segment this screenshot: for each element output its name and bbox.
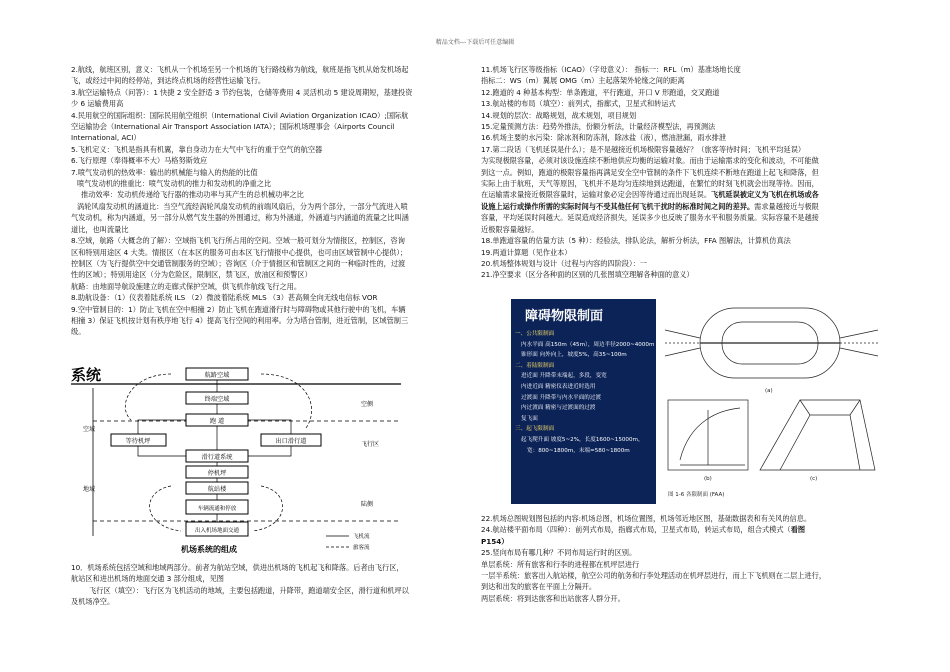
label-landside: 陆侧 [361, 501, 374, 508]
box-label: 停机坪 [207, 470, 227, 477]
bold-span: 看图 [790, 525, 806, 535]
box-label: 车辆流通和停放 [197, 506, 237, 512]
slide-item: 进近面 升降带末端起，多段，变宽 [521, 373, 607, 380]
text-line: 11.机场飞行区等级指标（ICAO）（字母意义）： 指标一：RFL（m）基准场地长度 [481, 65, 741, 74]
text-line: 9.空中管制目的：1）防止飞机在空中相撞 2）防止飞机在跑道滑行时与障碍物或其他行驶中的飞机，车辆 [71, 304, 406, 314]
text-line: 15.定量预测方法：趋势外推法，份额分析法，计量经济模型法，再预测法 [481, 122, 716, 132]
connector [138, 446, 186, 456]
text-line: 空运输协会（International Air Transport Association IATA）；国际机场理事会（Airports Council [71, 122, 395, 132]
text-line: 近极限容量越好。 [481, 224, 539, 234]
flow-curve [150, 486, 181, 531]
surface-3d-inner [780, 415, 860, 470]
text-line: 20.机场整体规划与设计（过程与内容的四阶段）：一 [481, 258, 647, 268]
fig-label-a: (a) [765, 388, 773, 394]
text-line [481, 212, 881, 223]
text-line: 推动效率：发动机传递给飞行器的推动功率与其产生的总机械功率之比 [81, 190, 304, 200]
right-bottom-column [481, 513, 881, 604]
text-line: 区和特别用途区 4 大类。情报区（在本区的服务可由本区飞行情报中心提供，也可由区域管制中心提供）； [71, 247, 408, 257]
slide-item: 起飞爬升面 坡度5~2%，长度1600~15000m， [521, 436, 644, 443]
text-line: 及机场净空。 [71, 597, 115, 607]
box-label: 出入机场地面交通 [194, 528, 240, 534]
obstacle-surfaces-slide [511, 299, 656, 504]
text-line [481, 201, 881, 212]
text-line: 控制区（为飞行提供空中交通管制服务的空域）；咨询区（介于情报区和管制区之间的一种临时性的，过渡 [71, 258, 406, 268]
text-line: 单层系统：所有旅客和行李的进程都在机坪层进行 [481, 559, 640, 569]
slide-section: 三、起飞限制面 [515, 426, 555, 433]
text-line: 13.航站楼的布局（填空）：前列式，指廊式，卫星式和转运式 [481, 99, 676, 109]
text-line [481, 536, 881, 547]
left-bottom-column [71, 562, 471, 608]
text-line: 14.规划的层次：战略规划，战术规划，项目规划 [481, 110, 637, 120]
text-line: 性的区域）；特别用途区（分为危险区，限制区，禁飞区，放油区和预警区） [71, 270, 312, 280]
page-header: 精品文档---下载后可任意编辑 [435, 39, 515, 46]
text-line: 航路：由地面导航设施建立的走廊式保护空域，供飞机作航线飞行之用。 [71, 281, 302, 291]
text-line: 16.机场主要的水污染：除冰剂和防冻剂，除冰盐（液），燃油泄漏，雨水排泄 [481, 133, 727, 143]
bold-span: 设施上运行或操作所需的实际时间与不受其他任何飞机干扰时的标准时间之间的差异。 [481, 201, 755, 211]
fig-label-c: (c) [810, 476, 818, 482]
text-line [481, 524, 881, 535]
text-line: 相撞 3）保证飞机按计划有秩序地飞行 4）提高飞行空间的利用率。分为塔台管制，进近管制，区域管制三 [71, 315, 409, 325]
text-line: 25.竖向布局有哪几种？不同布局运行时的区别。 [481, 548, 637, 558]
box-label: 等待机坪 [125, 438, 151, 445]
label-airside: 空侧 [361, 401, 374, 408]
limitation-surfaces-plan [660, 300, 882, 508]
text-span: 平均延误时间越大。延误造成经济损失，延误多少也反映了服务水平和服务质量。实际容量不是越接 [502, 213, 819, 223]
text-line [481, 189, 881, 200]
text-line: 气发动机，称为内涵道，另一部分从燃气发生器的外围通过，称为外涵道，外涵道与内涵道的流量之比叫涵 [71, 213, 409, 223]
text-line: 5.飞机定义：飞机是指具有机翼，靠自身动力在大气中飞行的重于空气的航空器 [71, 144, 323, 154]
text-line: 为实现极限容量，必须对该设施连续不断地供应均衡的运输对象。而由于运输需求的变化和波动，不可能做 [481, 156, 819, 166]
fig-caption: 图 1-6 各限制面 (FAA) [668, 492, 725, 498]
text-line: 3.航空运输特点（问答）：1 快捷 2 安全舒适 3 节约包装，仓储等费用 4 灵活机动 5 建设周期短，基建投资 [71, 87, 413, 97]
text-line: 道比，也叫流量比 [71, 224, 129, 234]
text-line: 航站区和进出机场的地面交通 3 部分组成，见图 [71, 574, 224, 584]
text-line: 21.净空要求（区分各种面的区别的几张图填空理解各种面的意义） [481, 270, 694, 280]
text-line: 22.机场总图规划图包括的内容:机场总图，机场位置图，机场邻近地区图，基础数据表和有关风的信息。 [481, 514, 812, 523]
slide-section: 一、公共限制面 [515, 331, 555, 337]
slide-item: 内进近面 精密仪表进近时选用 [521, 383, 596, 390]
text-line: 少 6 运输费用高 [71, 99, 124, 109]
label-ground: 地域 [83, 486, 96, 493]
right-column [481, 64, 881, 281]
legend-aircraft-flow: 飞机流 [353, 534, 370, 540]
section-axes [680, 410, 745, 465]
text-line: 8.空域，航路（大概念的了解）：空域指飞机飞行所占用的空间。空域一般可划分为情报区，控制区，咨询 [71, 236, 405, 246]
box-label: 滑行道系统 [201, 454, 233, 461]
text-line: 10．机场系统包括空域和地域两部分。前者为航站空域，供进出机场的飞机起飞和降落。后者由飞行区， [71, 563, 404, 572]
text-line: 6.飞行原理（奉得概率不大）马格努斯效应 [71, 156, 208, 166]
text-line: 实际上由于航班，天气等原因，飞机并不是均匀连续地到达跑道，在繁忙的时刻飞机就会出现等待。因而， [481, 179, 819, 189]
label-airside-zone: 飞行区 [361, 441, 380, 448]
text-line: 18.单跑道容量的估量方法（5 种）：经验法，排队论法，解析分析法，FFA 图解法，计算机仿真法 [481, 236, 791, 246]
text-span: 需求量越接近与极限 [754, 201, 819, 211]
slide-item: 内水平面 高150m（45m），周边半径2000~4000m [521, 341, 655, 348]
slide-item: 锥形面 向外向上，坡度5%，高35~100m [521, 352, 627, 359]
box-label: 终端空域 [204, 396, 230, 403]
slide-title: 障碍物限制面 [525, 309, 604, 324]
text-line: 指标二：WS（m）翼展 OMG（m）主起落架外轮缘之间的距离 [481, 76, 685, 86]
text-line: 喷气发动机的推重比：喷气发动机的推力和发动机的净重之比 [77, 179, 272, 189]
box-label: 跑 道 [209, 418, 225, 425]
legend-passenger-flow: 旅客流 [353, 545, 370, 551]
text-line: 到这一点。例如，跑道的极限容量指再满足安全空中管制的条件下飞机连续不断地在跑道上起飞和降落，但 [481, 167, 819, 177]
text-line: 4.民用航空的国际组织：国际民用航空组织（International Civil Aviation Organization ICAO）;国际航 [71, 110, 409, 120]
connector [248, 420, 291, 434]
section-curve [680, 408, 740, 460]
flow-curve [125, 374, 171, 420]
slide-item: 内过渡面 精密与过渡面的过渡 [521, 405, 596, 412]
slide-item: 过渡面 升降带与内水平面的过渡 [521, 394, 602, 401]
text-line: 17.第二段话（飞机延误是什么）；是不是越接近机场极限容量越好？（旅客等待时间；飞机平均延误） [481, 144, 806, 154]
bold-span: 飞机延误被定义为飞机在机场或各 [711, 190, 819, 200]
connector [138, 420, 186, 434]
box-label: 航路空域 [204, 372, 230, 379]
text-line: 12.跑道的 4 种基本构型：单条跑道，平行跑道，开口 V 形跑道，交叉跑道 [481, 87, 720, 97]
box-label: 出口滑行道 [275, 438, 307, 445]
bold-span: P154） [481, 536, 509, 546]
text-line: 涡轮风扇发动机的涵道比：当空气流经涡轮风扇发动机的前端风扇后，分为两个部分，一部分气流进入喷 [77, 201, 408, 211]
text-line: 到达和出发的旅客在平面上分隔开。 [481, 582, 597, 592]
text-span: 在运输需求量接近极限容量时，运输对象必定会因等待通过而出现延误。 [481, 190, 712, 200]
text-line: 飞，或经过中间的经停站，到达终点机场的经营性运输飞行。 [71, 76, 266, 86]
diagram-caption: 机场系统的组成 [181, 545, 237, 554]
text-line: 8.助航设备：（1）仪表着陆系统 ILS （2）微波着陆系统 MLS （3）甚高频全向无线电信标 VOR [71, 293, 378, 303]
slide-item: 宽：800~1800m，末端=580~1800m [527, 447, 630, 454]
text-line: 2.航线，航班区别，意义：飞机从一个机场至另一个机场的飞行路线称为航线，航班是指飞机从始发机场起 [71, 65, 409, 74]
slide-section: 二、着陆限制面 [515, 362, 555, 369]
text-line: 级。 [71, 327, 86, 337]
slide-item: 复飞面 [521, 415, 538, 422]
box-label: 航站楼 [207, 486, 227, 493]
text-line: 飞行区（填空）：飞行区为飞机活动的地域，主要包括跑道，升降带，跑道端安全区，滑行道和机坪以 [89, 585, 409, 595]
text-line: International, ACI） [71, 133, 141, 143]
text-line: 19.两道计算题（见作业本） [481, 247, 572, 257]
text-line: 两层系统：将到达旅客和出站旅客人群分开。 [481, 593, 625, 603]
fig-label-b: (b) [704, 476, 712, 482]
flow-curve [253, 486, 283, 531]
airport-system-diagram [71, 366, 411, 558]
text-span: 容量， [481, 213, 503, 223]
connector [248, 446, 291, 456]
text-line: 一层半系统：旅客出入航站楼，航空公司的航务和行李处理活动在机坪层进行，而上下飞机则在二层上进行， [481, 571, 827, 581]
surface-3d-edge [800, 400, 860, 415]
label-airspace: 空域 [83, 426, 96, 433]
left-column [71, 64, 471, 338]
diagram-corner-title: 系统 [71, 366, 102, 384]
text-span: 24.航站楼平面布局（四种）：前列式布局，指廊式布局，卫星式布局，转运式布局，组合式模式（ [481, 525, 791, 535]
text-line: 7.喷气发动机的热效率：输出的机械能与输入的热能的比值 [71, 167, 258, 177]
